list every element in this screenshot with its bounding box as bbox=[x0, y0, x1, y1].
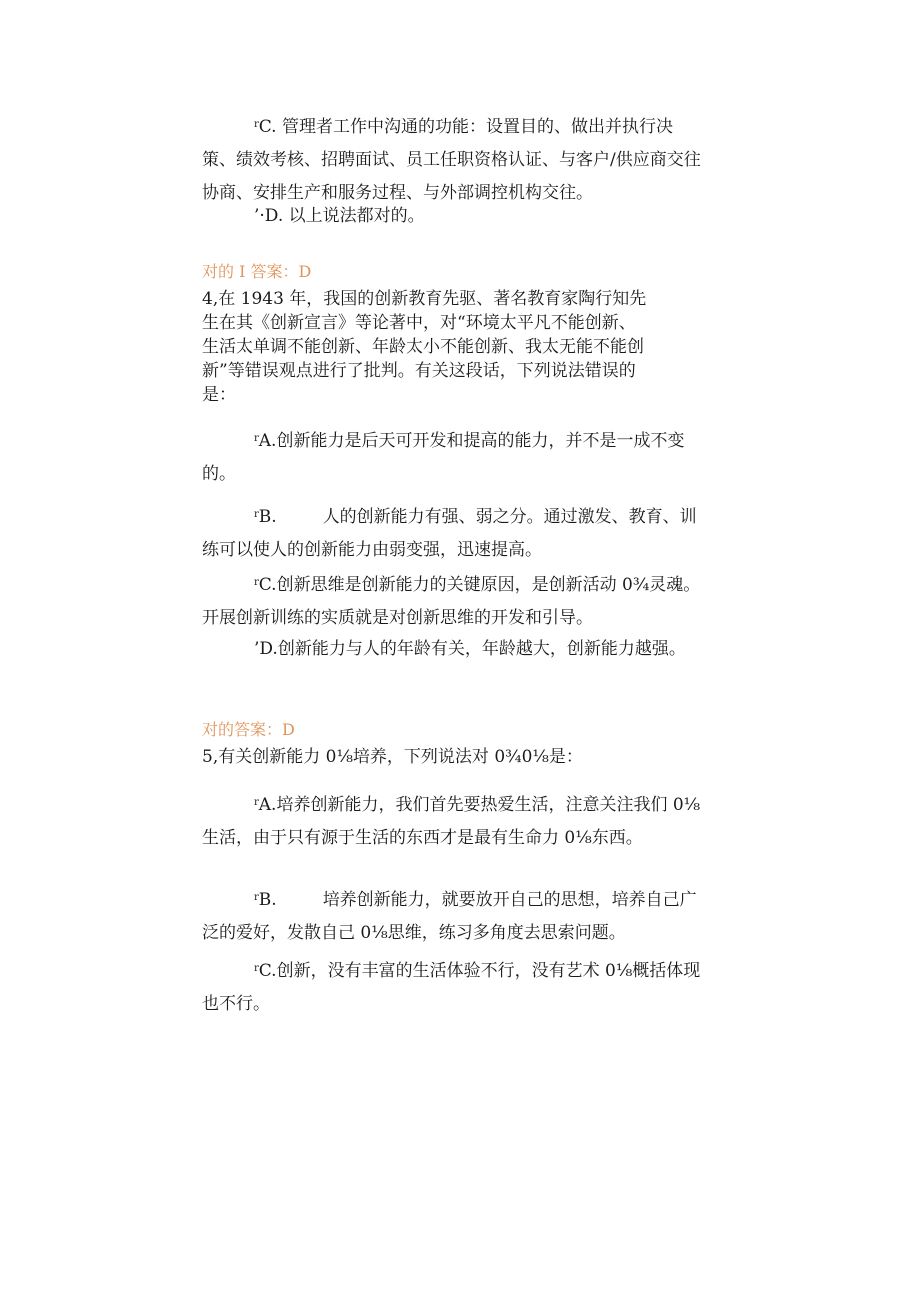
option-label: C. bbox=[258, 575, 277, 595]
option-marker: ’ bbox=[254, 639, 260, 659]
option-label: B. bbox=[258, 507, 277, 527]
option-label: A. bbox=[258, 431, 277, 451]
option-text: C. 管理者工作中沟通的功能：设置目的、做出并执行决策、绩效考核、招聘面试、员工任职资格认证、与客户/供应商交往协商、安排生产和服务过程、与外部调控机构交往。 bbox=[202, 117, 701, 203]
q4-answer: 对的答案：D bbox=[202, 720, 295, 739]
q5-option-c bbox=[202, 952, 702, 1021]
option-text: 创新，没有丰富的生活体验不行，没有艺术 0⅛概括体现也不行。 bbox=[202, 961, 701, 1014]
option-text: 创新能力与人的年龄有关，年龄越大，创新能力越强。 bbox=[277, 639, 686, 659]
option-marker: r bbox=[254, 963, 259, 974]
option-label: D. bbox=[259, 639, 278, 659]
q5-stem-line: 5,有关创新能力 0⅛培养，下列说法对 0¾0⅛是： bbox=[202, 747, 583, 767]
option-marker: r bbox=[254, 797, 259, 808]
q3-option-c bbox=[202, 108, 702, 210]
q4-option-b bbox=[202, 498, 702, 567]
q4-option-c bbox=[202, 566, 702, 635]
q5-stem bbox=[202, 745, 702, 769]
option-text: 创新思维是创新能力的关键原因，是创新活动 0¾灵魂。开展创新训练的实质就是对创新思维的开发和引导。 bbox=[202, 575, 701, 628]
q4-option-a bbox=[202, 422, 702, 491]
q4-stem bbox=[202, 287, 702, 407]
option-marker: r bbox=[254, 433, 259, 444]
q4-stem-line: 生在其《创新宣言》等论著中，对“环境太平凡不能创新、 bbox=[202, 313, 636, 333]
q4-stem-line: 是： bbox=[202, 385, 236, 405]
option-text: 培养创新能力，我们首先要热爱生活，注意关注我们 0⅛生活，由于只有源于生活的东西才是最有生命力 0⅛东西。 bbox=[202, 795, 701, 848]
q5-option-a bbox=[202, 786, 702, 855]
option-text: 人的创新能力有强、弱之分。通过激发、教育、训练可以使人的创新能力由弱变强，迅速提高。 bbox=[202, 507, 697, 560]
option-marker: ’ bbox=[254, 206, 260, 226]
q4-option-d bbox=[202, 633, 702, 666]
option-marker: r bbox=[254, 509, 259, 520]
option-marker: r bbox=[254, 577, 259, 588]
q3-option-d bbox=[202, 200, 702, 233]
option-marker: r bbox=[254, 119, 259, 130]
option-marker: r bbox=[254, 892, 259, 903]
option-label: B. bbox=[258, 890, 277, 910]
option-label: C. bbox=[258, 961, 277, 981]
q4-stem-line: 4,在 1943 年，我国的创新教育先驱、著名教育家陶行知先 bbox=[202, 289, 647, 309]
option-text: ·D. 以上说法都对的。 bbox=[259, 206, 425, 226]
q4-stem-line: 新”等错误观点进行了批判。有关这段话，下列说法错误的 bbox=[202, 361, 636, 381]
option-text: 培养创新能力，就要放开自己的思想，培养自己广泛的爱好，发散自己 0⅛思维，练习多角度去思索问题。 bbox=[202, 890, 697, 943]
q3-answer: 对的 I 答案：D bbox=[202, 262, 312, 281]
option-text: 创新能力是后天可开发和提高的能力，并不是一成不变的。 bbox=[202, 431, 685, 484]
q5-option-b bbox=[202, 881, 702, 950]
q4-stem-line: 生活太单调不能创新、年龄太小不能创新、我太无能不能创 bbox=[202, 337, 644, 357]
option-label: A. bbox=[258, 795, 277, 815]
